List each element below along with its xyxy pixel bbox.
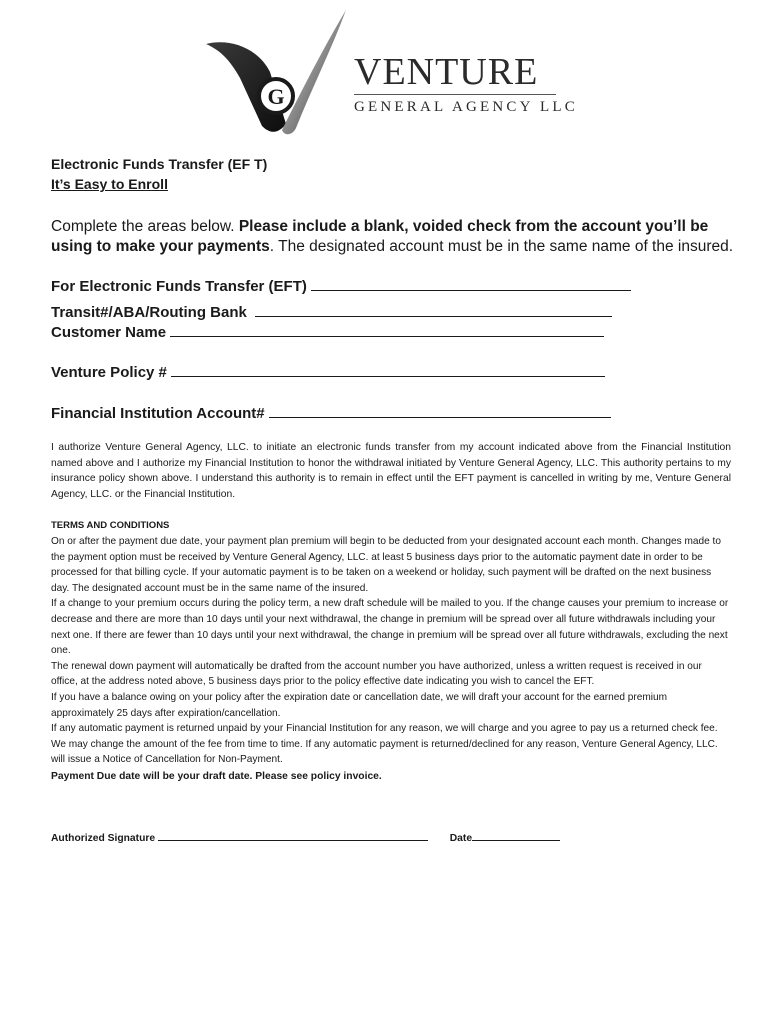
eft-label: For Electronic Funds Transfer (EFT) <box>51 278 307 295</box>
company-name: VENTURE <box>354 51 539 93</box>
policy-input-line[interactable] <box>171 364 605 377</box>
terms-heading: TERMS AND CONDITIONS <box>51 520 170 531</box>
intro-emphasis: Please include a blank, voided check from the account you’ll be using to make your payments <box>51 218 709 255</box>
terms-paragraph: If you have a balance owing on your policy after the expiration date or cancellation date, we will draft your account for the earned premium approximately 25 days after expiration/cancellation. <box>51 691 668 719</box>
intro-instructions <box>51 217 741 257</box>
routing-field-row <box>51 304 612 321</box>
customer-name-input-line[interactable] <box>170 324 604 337</box>
policy-field-row <box>51 364 605 381</box>
form-title: Electronic Funds Transfer (EF T) <box>51 156 268 172</box>
signature-input-line[interactable] <box>158 830 428 841</box>
signature-label: Authorized Signature <box>51 833 156 844</box>
intro-text-1: Complete the areas below. <box>51 218 239 235</box>
company-wordmark <box>354 52 578 117</box>
intro-text-2: . The designated account must be in the same name of the insured. <box>269 238 734 255</box>
company-subtitle: GENERAL AGENCY LLC <box>354 99 578 115</box>
eft-input-line[interactable] <box>311 278 631 291</box>
account-field-row <box>51 405 611 422</box>
customer-field-row <box>51 324 604 341</box>
eft-field-row <box>51 278 631 295</box>
account-input-line[interactable] <box>269 405 611 418</box>
payment-due-note: Payment Due date will be your draft date. Please see policy invoice. <box>51 771 382 782</box>
logo-letter: G <box>267 84 285 109</box>
routing-label: Transit#/ABA/Routing Bank <box>51 304 247 321</box>
terms-paragraph: The renewal down payment will automatically be drafted from the account number you have authorized, unless a written request is received in our office, at the address noted above, 5 business days prior to the policy effective date indicating you wish to cancel the EFT. <box>51 660 702 688</box>
terms-paragraph: On or after the payment due date, your payment plan premium will begin to be deducted from your designated account each month. Changes made to the payment option must be received by Venture General Agency, LLC. at least 5 business days prior to the automatic payment date in order to be processed for that billing cycle. If your automatic payment is to be taken on a weekend or holiday, such payment will be drafted on the next business day. The designated account must be in the same name of the insured. <box>51 536 721 594</box>
account-label: Financial Institution Account# <box>51 405 265 422</box>
routing-input-line[interactable] <box>255 304 612 317</box>
form-subtitle: It’s Easy to Enroll <box>51 176 168 192</box>
terms-paragraph: If any automatic payment is returned unpaid by your Financial Institution for any reason, we will charge and you agree to pay us a returned check fee. We may change the amount of the fee from time to time. If any automatic payment is returned/declined for any reason, Venture General Agency, LLC. will issue a Notice of Cancellation for Non-Payment. <box>51 723 718 766</box>
company-logo-mark <box>200 8 350 140</box>
terms-paragraph: If a change to your premium occurs during the policy term, a new draft schedule will be mailed to you. If the change causes your premium to increase or decrease and there are more than 10 days until your next withdrawal, the change in premium will be spread over all future withdrawals including your next one. If there are fewer than 10 days until your next withdrawal, the change in premium will be spread over all future withdrawals, excluding the next one. <box>51 598 729 657</box>
date-label: Date <box>449 833 473 844</box>
date-input-line[interactable] <box>472 830 560 841</box>
authorization-text: I authorize Venture General Agency, LLC. to initiate an electronic funds transfer from my account indicated above from the Financial Institution named above and I authorize my Financial Institution to honor the withdrawal initiated by Venture General Agency, LLC. This authority pertains to my insurance policy shown above. I understand this authority is to remain in effect until the EFT payment is cancelled in writing by me, Venture General Agency, LLC. or the Financial Institution. <box>51 442 731 501</box>
policy-label: Venture Policy # <box>51 364 167 381</box>
customer-name-label: Customer Name <box>51 324 167 341</box>
wordmark-divider <box>354 94 556 95</box>
signature-row <box>51 830 560 844</box>
terms-body <box>51 534 731 768</box>
